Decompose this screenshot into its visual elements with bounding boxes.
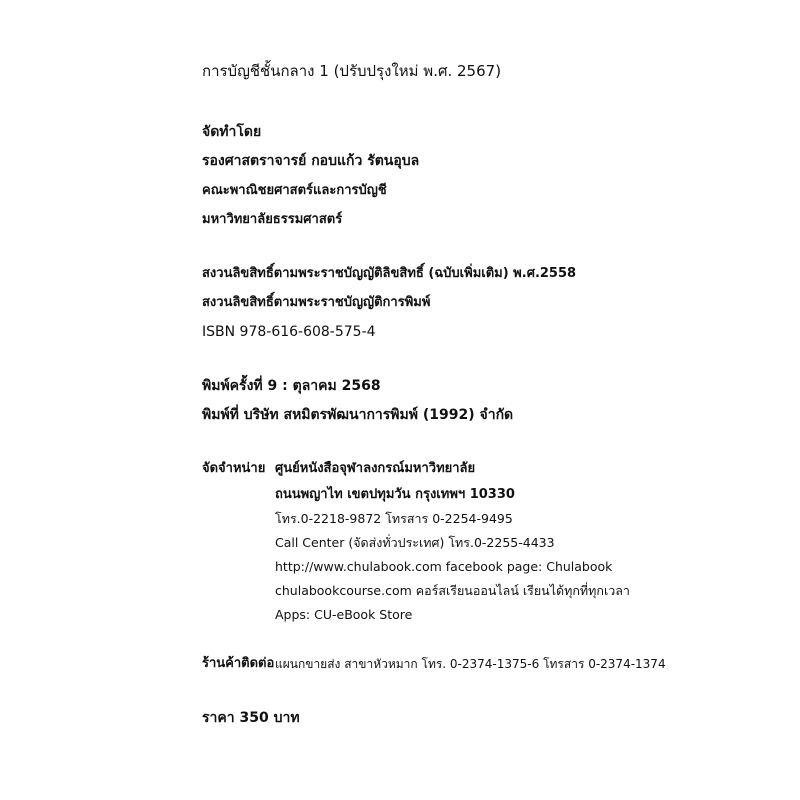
price: ราคา 350 บาท xyxy=(202,710,300,726)
shop-contact-label: ร้านค้าติดต่อ xyxy=(202,656,275,671)
shop-contact-value: แผนกขายส่ง สาขาหัวหมาก โทร. 0-2374-1375-6 โทรสาร 0-2374-1374 xyxy=(275,657,666,671)
distribution-address: ถนนพญาไท เขตปทุมวัน กรุงเทพฯ 10330 xyxy=(275,487,515,502)
university-name: มหาวิทยาลัยธรรมศาสตร์ xyxy=(202,212,343,227)
faculty-name: คณะพาณิชยศาสตร์และการบัญชี xyxy=(202,183,387,198)
prepared-by-label: จัดทำโดย xyxy=(202,124,262,140)
print-rights-notice: สงวนลิขสิทธิ์ตามพระราชบัญญัติการพิมพ์ xyxy=(202,295,431,310)
isbn: ISBN 978-616-608-575-4 xyxy=(202,324,376,340)
apps-info: Apps: CU-eBook Store xyxy=(275,607,413,622)
author-name: รองศาสตราจารย์ กอบแก้ว รัตนอุบล xyxy=(202,153,420,169)
printer-info: พิมพ์ที่ บริษัท สหมิตรพัฒนาการพิมพ์ (1992) จำกัด xyxy=(202,407,514,423)
distribution-phone: โทร.0-2218-9872 โทรสาร 0-2254-9495 xyxy=(275,511,513,526)
course-site: chulabookcourse.com คอร์สเรียนออนไลน์ เรียนได้ทุกที่ทุกเวลา xyxy=(275,583,630,598)
call-center: Call Center (จัดส่งทั่วประเทศ) โทร.0-2255-4433 xyxy=(275,535,555,550)
distribution-center: ศูนย์หนังสือจุฬาลงกรณ์มหาวิทยาลัย xyxy=(275,461,476,476)
distribution-label: จัดจำหน่าย xyxy=(202,461,266,476)
copyright-notice: สงวนลิขสิทธิ์ตามพระราชบัญญัติลิขสิทธิ์ (ฉบับเพิ่มเติม) พ.ศ.2558 xyxy=(202,266,577,281)
edition-info: พิมพ์ครั้งที่ 9 : ตุลาคม 2568 xyxy=(202,378,381,394)
website-link: http://www.chulabook.com facebook page: Chulabook xyxy=(275,559,613,574)
book-title: การบัญชีชั้นกลาง 1 (ปรับปรุงใหม่ พ.ศ. 2567) xyxy=(202,62,502,80)
